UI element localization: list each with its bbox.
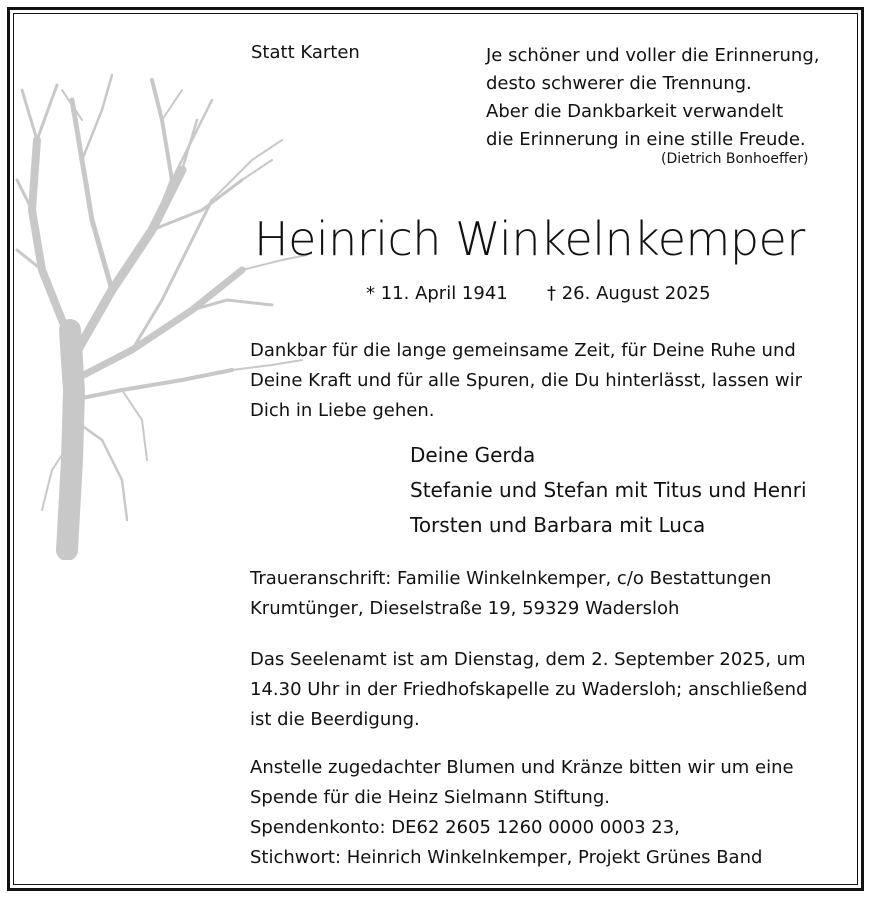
donation-line: Spendenkonto: DE62 2605 1260 0000 0003 23, xyxy=(250,817,680,838)
death-date: † 26. August 2025 xyxy=(547,283,711,304)
message-line: Dankbar für die lange gemeinsame Zeit, für Deine Ruhe und xyxy=(250,340,796,361)
statt-karten: Statt Karten xyxy=(251,42,360,63)
service-info xyxy=(250,645,830,735)
poem-line: desto schwerer die Trennung. xyxy=(486,73,752,94)
poem-line: Je schöner und voller die Erinnerung, xyxy=(486,45,820,66)
address-line: Traueranschrift: Familie Winkelnkemper, c/o Bestattungen xyxy=(250,568,772,589)
mourning-address xyxy=(250,564,830,624)
address-line: Krumtünger, Dieselstraße 19, 59329 Wadersloh xyxy=(250,598,680,619)
family-list xyxy=(410,438,807,543)
tree-illustration xyxy=(12,60,312,560)
deceased-name: Heinrich Winkelnkemper xyxy=(254,212,805,266)
service-line: 14.30 Uhr in der Friedhofskapelle zu Wadersloh; anschließend xyxy=(250,679,808,700)
message xyxy=(250,336,830,426)
birth-date: * 11. April 1941 xyxy=(366,283,508,304)
family-member: Stefanie und Stefan mit Titus und Henri xyxy=(410,478,807,502)
family-member: Torsten und Barbara mit Luca xyxy=(410,513,706,537)
family-member: Deine Gerda xyxy=(410,443,536,467)
message-line: Deine Kraft und für alle Spuren, die Du hinterlässt, lassen wir xyxy=(250,370,802,391)
donation-line: Stichwort: Heinrich Winkelnkemper, Projekt Grünes Band xyxy=(250,847,763,868)
service-line: Das Seelenamt ist am Dienstag, dem 2. September 2025, um xyxy=(250,649,806,670)
poem-line: Aber die Dankbarkeit verwandelt xyxy=(486,101,784,122)
poem xyxy=(486,42,819,154)
service-line: ist die Beerdigung. xyxy=(250,709,420,730)
message-line: Dich in Liebe gehen. xyxy=(250,400,435,421)
poem-line: die Erinnerung in eine stille Freude. xyxy=(486,129,806,150)
donation-line: Anstelle zugedachter Blumen und Kränze bitten wir um eine xyxy=(250,757,794,778)
donation-line: Spende für die Heinz Sielmann Stiftung. xyxy=(250,787,610,808)
donation-info xyxy=(250,753,830,873)
poem-author: (Dietrich Bonhoeffer) xyxy=(661,151,809,167)
